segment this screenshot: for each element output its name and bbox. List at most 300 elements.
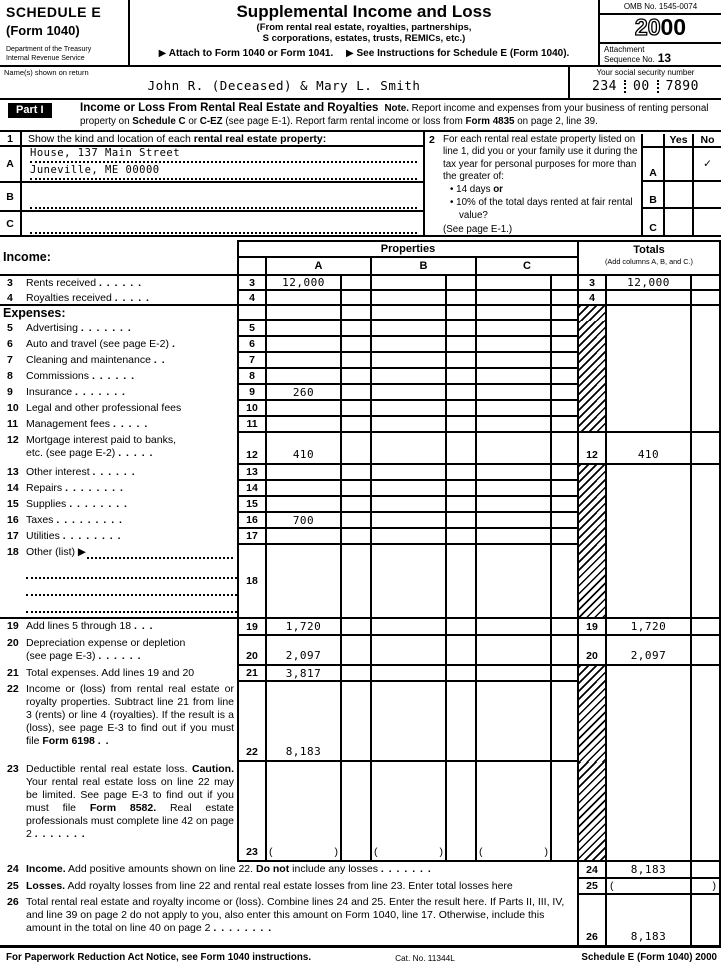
catalog-number: Cat. No. 11344L bbox=[395, 952, 455, 963]
line4-total-cents[interactable] bbox=[690, 291, 721, 306]
line18-b-amount[interactable] bbox=[370, 545, 445, 619]
omb-number: OMB No. 1545-0074 bbox=[600, 0, 721, 15]
hatched-cell bbox=[577, 321, 605, 337]
line4-total[interactable] bbox=[605, 291, 690, 306]
name-label: Name(s) shown on return bbox=[4, 68, 89, 77]
line24-label-2: include any losses bbox=[289, 863, 378, 875]
dot-leader: . . . . . . . . . bbox=[56, 514, 123, 526]
hatched-cell bbox=[577, 497, 605, 513]
line10-row: 10 Legal and other professional fees 10 bbox=[0, 401, 721, 417]
ssn-field[interactable] bbox=[570, 79, 721, 94]
line20-label-2: (see page E-3) bbox=[26, 650, 96, 662]
line23-form8582: Form 8582. bbox=[89, 802, 157, 814]
yes-no-table bbox=[641, 134, 721, 235]
line23-label-2: Your rental real estate loss on line 22 may be limited. See page E-3 to find out if you must file bbox=[26, 776, 234, 814]
line2-number: 2 bbox=[429, 134, 435, 146]
part1-heading: Income or Loss From Rental Real Estate and Royalties bbox=[80, 102, 379, 114]
paren-close: ) bbox=[544, 846, 548, 858]
line9-c-amount[interactable] bbox=[475, 385, 550, 401]
form-header bbox=[0, 0, 721, 67]
line14-number: 14 bbox=[7, 482, 19, 494]
hatched-cell bbox=[577, 369, 605, 385]
dot-leader: . . . . . . bbox=[91, 370, 136, 382]
line16-c-amount[interactable] bbox=[475, 513, 550, 529]
line10-a-amount[interactable] bbox=[265, 401, 340, 417]
line24-label: Add positive amounts shown on line 22. bbox=[65, 863, 256, 875]
line10-b-amount[interactable] bbox=[370, 401, 445, 417]
line9-number: 9 bbox=[7, 386, 13, 398]
ssn-label: Your social security number bbox=[596, 68, 695, 77]
line11-c-amount[interactable] bbox=[475, 417, 550, 433]
line11-number: 11 bbox=[7, 418, 19, 430]
taxpayer-row bbox=[0, 67, 721, 100]
income-expense-table bbox=[0, 240, 721, 948]
line4-total-number: 4 bbox=[577, 291, 605, 306]
line5-a-amount[interactable] bbox=[265, 321, 340, 337]
paren-open: ( bbox=[610, 880, 614, 892]
line12-total[interactable]: 410 bbox=[605, 433, 690, 465]
line1-label: Show the kind and location of each bbox=[28, 133, 194, 145]
line25-total[interactable] bbox=[605, 879, 690, 895]
form-subtitle-2: S corporations, estates, trusts, REMICs, etc.) bbox=[262, 33, 466, 44]
line23-label-3: Real estate professionals must complete line 42 on page 2 bbox=[26, 802, 234, 840]
yesno-row-b-letter: B bbox=[649, 194, 657, 207]
yesno-row-a-letter: A bbox=[649, 166, 657, 179]
line15-a-amount[interactable] bbox=[265, 497, 340, 513]
line3-c-cents[interactable] bbox=[550, 276, 577, 291]
hatched-cell bbox=[577, 337, 605, 353]
part1-header bbox=[0, 100, 721, 132]
line25-row bbox=[0, 879, 721, 895]
line1-number: 1 bbox=[0, 132, 22, 145]
line3-label: Rents received bbox=[26, 277, 97, 289]
paren-open: ( bbox=[374, 846, 378, 858]
line2-question bbox=[425, 132, 721, 235]
dot-leader: . . . . . bbox=[118, 447, 154, 459]
line15-label: Supplies bbox=[26, 498, 67, 510]
line18-number: 18 bbox=[7, 546, 19, 558]
line19-total-number: 19 bbox=[577, 619, 605, 636]
line7-number: 7 bbox=[7, 354, 13, 366]
property-a-yes-checkbox[interactable] bbox=[663, 148, 692, 180]
line6-number: 6 bbox=[7, 338, 13, 350]
line3-grid-number: 3 bbox=[237, 276, 265, 291]
dot-leader: . . . . . . bbox=[98, 650, 142, 662]
hatched-cell bbox=[577, 385, 605, 401]
line18-row: 18 Other (list) ▶ 18 bbox=[0, 545, 721, 619]
part1-note: or bbox=[185, 115, 200, 127]
property-a-letter: A bbox=[0, 147, 22, 181]
line3-total-number: 3 bbox=[577, 276, 605, 291]
property-c-yes-checkbox[interactable] bbox=[663, 209, 692, 235]
line18-c-amount[interactable] bbox=[475, 545, 550, 619]
dot-leader: . . . . . . . bbox=[34, 828, 86, 840]
line19-c-amount[interactable] bbox=[475, 619, 550, 636]
irs-label: Internal Revenue Service bbox=[6, 54, 85, 62]
line4-a-amount[interactable] bbox=[265, 291, 340, 306]
line21-row: 21 Total expenses. Add lines 19 and 20 21 3,817 bbox=[0, 666, 721, 682]
ssn-separator bbox=[624, 80, 626, 93]
line3-a-amount[interactable]: 12,000 bbox=[265, 276, 340, 291]
line16-b-amount[interactable] bbox=[370, 513, 445, 529]
line10-number: 10 bbox=[7, 402, 19, 414]
line21-c-amount[interactable] bbox=[475, 666, 550, 682]
line5-row: 5 Advertising . . . . . . . 5 bbox=[0, 321, 721, 337]
line1-label-bold: rental real estate property: bbox=[193, 133, 327, 145]
properties-header: Properties bbox=[239, 242, 577, 258]
line18-blank-3[interactable] bbox=[26, 596, 237, 613]
line22-c-amount[interactable] bbox=[475, 682, 550, 762]
line16-number: 16 bbox=[7, 514, 19, 526]
paren-open: ( bbox=[269, 846, 273, 858]
line12-total-number: 12 bbox=[577, 433, 605, 465]
part1-note: on page 2, line 39. bbox=[514, 115, 598, 127]
hatched-cell bbox=[577, 353, 605, 369]
line26-total-number: 26 bbox=[577, 895, 605, 945]
line17-number: 17 bbox=[7, 530, 19, 542]
line24-total[interactable]: 8,183 bbox=[605, 862, 690, 879]
part1-note-bold: Note. bbox=[384, 103, 409, 114]
property-a-address-line1[interactable]: House, 137 Main Street bbox=[30, 146, 417, 163]
line18-label: Other (list) ▶ bbox=[26, 546, 86, 558]
totals-subheader: (Add columns A, B, and C.) bbox=[604, 257, 693, 266]
line3-number: 3 bbox=[7, 277, 13, 289]
form-footer bbox=[0, 948, 721, 963]
line15-number: 15 bbox=[7, 498, 19, 510]
line25-total-number: 25 bbox=[577, 879, 605, 895]
line1-line2-block bbox=[0, 132, 721, 237]
line23-label: Deductible rental real estate loss. bbox=[26, 763, 192, 775]
line19-row: 19 Add lines 5 through 18 . . . 19 1,720 19 1,720 bbox=[0, 619, 721, 636]
line21-a-amount[interactable]: 3,817 bbox=[265, 666, 340, 682]
line2-see-page: (See page E-1.) bbox=[443, 224, 513, 236]
hatched-cell bbox=[577, 513, 605, 529]
property-a-address-line2[interactable]: Juneville, ME 00000 bbox=[30, 163, 417, 180]
line7-label: Cleaning and maintenance bbox=[26, 354, 151, 366]
sequence-label: Sequence No. bbox=[604, 55, 655, 64]
line6-c-amount[interactable] bbox=[475, 337, 550, 353]
line3-b-cents[interactable] bbox=[445, 276, 475, 291]
line11-row: 11 Management fees . . . . . 11 bbox=[0, 417, 721, 433]
line19-a-amount[interactable]: 1,720 bbox=[265, 619, 340, 636]
line25-number: 25 bbox=[7, 880, 19, 892]
line21-b-amount[interactable] bbox=[370, 666, 445, 682]
line16-a-amount[interactable]: 700 bbox=[265, 513, 340, 529]
name-field[interactable]: John R. (Deceased) & Mary L. Smith bbox=[147, 78, 421, 93]
line26-total[interactable]: 8,183 bbox=[605, 895, 690, 945]
line14-row: 14 Repairs . . . . . . . . 14 bbox=[0, 481, 721, 497]
line3-a-cents[interactable] bbox=[340, 276, 370, 291]
line7-c-amount[interactable] bbox=[475, 353, 550, 369]
dot-leader: . . . . . . . . bbox=[69, 498, 128, 510]
line14-c-amount[interactable] bbox=[475, 481, 550, 497]
line7-b-amount[interactable] bbox=[370, 353, 445, 369]
line17-label: Utilities bbox=[26, 530, 60, 542]
line22-number: 22 bbox=[7, 683, 19, 695]
line11-a-amount[interactable] bbox=[265, 417, 340, 433]
yes-column-header: Yes bbox=[663, 134, 692, 146]
see-instructions: ▶ See Instructions for Schedule E (Form 1040). bbox=[346, 48, 570, 59]
dot-leader: . . . . . . . bbox=[75, 386, 126, 398]
line3-row bbox=[0, 274, 721, 291]
line11-label: Management fees bbox=[26, 418, 111, 430]
line20-total[interactable]: 2,097 bbox=[605, 636, 690, 666]
line3-total-cents[interactable] bbox=[690, 276, 721, 291]
line1-properties bbox=[0, 132, 425, 235]
property-c-letter: C bbox=[0, 212, 22, 235]
line19-label: Add lines 5 through 18 bbox=[26, 620, 132, 632]
dot-leader: . . bbox=[153, 354, 166, 366]
schedule-title: SCHEDULE E bbox=[6, 4, 102, 20]
part1-note: (see page E-1). Report farm rental income or loss from bbox=[222, 115, 466, 127]
line4-grid-number: 4 bbox=[237, 291, 265, 306]
line26-label: Total rental real estate and royalty income or (loss). Combine lines 24 and 25. Enter the result here. If Parts II, III, IV, and line 39 on page 2 do not apply to you, also enter this amount on Form 1040, line 17. Otherwise, include this amount in the total on line 40 on page 2 bbox=[26, 896, 565, 934]
line24-total-number: 24 bbox=[577, 862, 605, 879]
property-c-no-checkbox[interactable] bbox=[692, 209, 721, 235]
part1-note-schc: Schedule C bbox=[132, 115, 186, 127]
line7-a-amount[interactable] bbox=[265, 353, 340, 369]
property-a-row bbox=[0, 147, 423, 183]
line3-b-amount[interactable] bbox=[370, 276, 445, 291]
omb-block bbox=[598, 0, 721, 65]
dot-leader: . . . bbox=[134, 620, 154, 632]
line11-b-amount[interactable] bbox=[370, 417, 445, 433]
line5-c-amount[interactable] bbox=[475, 321, 550, 337]
line24-row bbox=[0, 862, 721, 879]
line24-donot-bold: Do not bbox=[255, 863, 290, 875]
hatched-cell bbox=[577, 306, 605, 321]
line20-number: 20 bbox=[7, 637, 19, 649]
no-column-header: No bbox=[692, 134, 721, 146]
form-id-block bbox=[0, 0, 130, 65]
line19-b-amount[interactable] bbox=[370, 619, 445, 636]
column-b-header: B bbox=[370, 258, 475, 274]
line2-text: For each rental real estate property listed on line 1, did you or your family use it during the tax year for personal purposes for more than the greater of: bbox=[443, 134, 638, 182]
line2-bullet2: • 10% of the total days rented at fair rental value? bbox=[450, 197, 633, 221]
dot-leader: . . . . . . bbox=[98, 277, 143, 289]
column-a-header: A bbox=[265, 258, 370, 274]
line24-income-bold: Income. bbox=[26, 863, 66, 875]
line3-total[interactable]: 12,000 bbox=[605, 276, 690, 291]
dot-leader: . . . . . bbox=[112, 418, 149, 430]
line12-c-amount[interactable] bbox=[475, 433, 550, 465]
form-number: (Form 1040) bbox=[6, 23, 80, 38]
line8-number: 8 bbox=[7, 370, 13, 382]
line12-label: Mortgage interest paid to banks, bbox=[26, 434, 177, 446]
paren-close: ) bbox=[712, 880, 716, 892]
tax-year-outline: 20 bbox=[634, 14, 661, 40]
line16-label: Taxes bbox=[26, 514, 54, 526]
line5-label: Advertising bbox=[26, 322, 78, 334]
line17-row: 17 Utilities . . . . . . . . 17 bbox=[0, 529, 721, 545]
line13-number: 13 bbox=[7, 466, 19, 478]
hatched-cell bbox=[577, 417, 605, 433]
line23-a-amount[interactable] bbox=[265, 762, 340, 862]
dot-leader: . . . . . . . . bbox=[65, 482, 124, 494]
paperwork-notice: For Paperwork Reduction Act Notice, see Form 1040 instructions. bbox=[6, 952, 312, 963]
line19-number: 19 bbox=[7, 620, 19, 632]
attachment-label: Attachment bbox=[604, 45, 645, 54]
line8-b-amount[interactable] bbox=[370, 369, 445, 385]
hatched-cell bbox=[577, 762, 605, 862]
tax-year-solid: 00 bbox=[660, 14, 687, 40]
line14-b-amount[interactable] bbox=[370, 481, 445, 497]
expenses-gap-row bbox=[0, 306, 721, 321]
form-subtitle-1: (From rental real estate, royalties, partnerships, bbox=[256, 22, 472, 33]
dot-leader: . . . . . bbox=[114, 292, 150, 304]
line4-b-amount[interactable] bbox=[370, 291, 445, 306]
line20-total-number: 20 bbox=[577, 636, 605, 666]
part1-badge: Part I bbox=[8, 103, 52, 118]
line22-label: Income or (loss) from rental real estate or royalty properties. Subtract line 21 from line 3 (rents) or line 4 (royalties). If the result is a (loss), see page E-3 to find out if you must file bbox=[26, 683, 234, 747]
tax-year bbox=[600, 15, 721, 41]
line9-label: Insurance bbox=[26, 386, 73, 398]
line23-c-amount[interactable] bbox=[475, 762, 550, 862]
property-b-address-line1[interactable] bbox=[30, 192, 417, 209]
line15-b-amount[interactable] bbox=[370, 497, 445, 513]
line4-c-cents[interactable] bbox=[550, 291, 577, 306]
line2-bullet1: • 14 days bbox=[450, 184, 494, 196]
hatched-cell bbox=[577, 465, 605, 481]
hatched-cell bbox=[577, 481, 605, 497]
ssn-part-2[interactable]: 00 bbox=[633, 79, 650, 94]
dot-leader: . . . . . . . . bbox=[213, 922, 273, 934]
property-b-row bbox=[0, 183, 423, 212]
line6-a-amount[interactable] bbox=[265, 337, 340, 353]
form-footer-title: Schedule E (Form 1040) 2000 bbox=[581, 952, 717, 963]
line13-c-amount[interactable] bbox=[475, 465, 550, 481]
line20-label: Depreciation expense or depletion bbox=[26, 637, 186, 649]
line26-row bbox=[0, 895, 721, 945]
line22-row: 22 Income or (loss) from rental real estate or royalty properties. Subtract line 21 from line 3 (rents) or line 4 (royalties). If the result is a (loss), see page E-3 to find out if you must file Form 6198 . . 22 8,183 bbox=[0, 682, 721, 762]
line8-row: 8 Commissions . . . . . . 8 bbox=[0, 369, 721, 385]
line20-b-amount[interactable] bbox=[370, 636, 445, 666]
line4-number: 4 bbox=[7, 292, 13, 304]
line15-row: 15 Supplies . . . . . . . . 15 bbox=[0, 497, 721, 513]
property-b-yes-checkbox[interactable] bbox=[663, 182, 692, 208]
ssn-part-3[interactable]: 7890 bbox=[665, 79, 699, 94]
line18-blank-1[interactable] bbox=[26, 562, 237, 579]
ssn-block bbox=[568, 67, 721, 98]
line8-a-amount[interactable] bbox=[265, 369, 340, 385]
line25-losses-bold: Losses. bbox=[26, 880, 66, 892]
line22-form6198: Form 6198 bbox=[42, 735, 95, 747]
paren-close: ) bbox=[439, 846, 443, 858]
dot-leader: . . . . . . bbox=[92, 466, 136, 478]
yesno-row-c-letter: C bbox=[649, 221, 657, 234]
line8-c-amount[interactable] bbox=[475, 369, 550, 385]
line13-row: 13 Other interest . . . . . . 13 bbox=[0, 465, 721, 481]
dot-leader: . . bbox=[97, 735, 110, 747]
line10-label: Legal and other professional fees bbox=[26, 402, 182, 414]
line25-total-cents[interactable] bbox=[690, 879, 721, 895]
line23-number: 23 bbox=[7, 763, 19, 775]
dept-treasury: Department of the Treasury bbox=[6, 46, 92, 53]
property-b-letter: B bbox=[0, 183, 22, 210]
hatched-cell bbox=[577, 682, 605, 762]
line13-a-amount[interactable] bbox=[265, 465, 340, 481]
line17-c-amount[interactable] bbox=[475, 529, 550, 545]
line4-a-cents[interactable] bbox=[340, 291, 370, 306]
page-title: Supplemental Income and Loss bbox=[236, 2, 492, 21]
line9-b-amount[interactable] bbox=[370, 385, 445, 401]
line5-b-amount[interactable] bbox=[370, 321, 445, 337]
hatched-cell bbox=[577, 545, 605, 619]
line14-a-amount[interactable] bbox=[265, 481, 340, 497]
line7-row: 7 Cleaning and maintenance . . 7 bbox=[0, 353, 721, 369]
hatched-cell bbox=[577, 529, 605, 545]
hatched-cell bbox=[577, 401, 605, 417]
line10-c-amount[interactable] bbox=[475, 401, 550, 417]
line5-number: 5 bbox=[7, 322, 13, 334]
line17-b-amount[interactable] bbox=[370, 529, 445, 545]
income-section-label: Income: bbox=[3, 250, 51, 264]
line21-number: 21 bbox=[7, 667, 19, 679]
line13-label: Other interest bbox=[26, 466, 90, 478]
paren-close: ) bbox=[334, 846, 338, 858]
line23-caution: Caution. bbox=[192, 763, 234, 775]
totals-header: Totals bbox=[633, 244, 665, 256]
property-b-no-checkbox[interactable] bbox=[692, 182, 721, 208]
hatched-cell bbox=[577, 666, 605, 682]
line22-a-amount[interactable]: 8,183 bbox=[265, 682, 340, 762]
line20-c-amount[interactable] bbox=[475, 636, 550, 666]
line6-row: 6 Auto and travel (see page E-2) . 6 bbox=[0, 337, 721, 353]
line18-other-field[interactable] bbox=[87, 545, 233, 559]
dot-leader: . . . . . . . . bbox=[62, 530, 122, 542]
line3-c-amount[interactable] bbox=[475, 276, 550, 291]
property-c-address-line1[interactable] bbox=[30, 217, 417, 234]
line25-label: Add royalty losses from line 22 and rental real estate losses from line 23. Enter total losses here bbox=[65, 880, 513, 892]
line12-a-amount[interactable]: 410 bbox=[265, 433, 340, 465]
line6-b-amount[interactable] bbox=[370, 337, 445, 353]
ssn-separator bbox=[657, 80, 659, 93]
line4-b-cents[interactable] bbox=[445, 291, 475, 306]
paren-open: ( bbox=[479, 846, 483, 858]
line4-c-amount[interactable] bbox=[475, 291, 550, 306]
line12-number: 12 bbox=[7, 434, 19, 446]
line22-b-amount[interactable] bbox=[370, 682, 445, 762]
line12-label-2: etc. (see page E-2) bbox=[26, 447, 116, 459]
line20-row: 20 Depreciation expense or depletion (see page E-3) . . . . . . 20 2,097 20 2,097 bbox=[0, 636, 721, 666]
line19-total[interactable]: 1,720 bbox=[605, 619, 690, 636]
line2-bullet1-or: or bbox=[493, 184, 503, 196]
line9-a-amount[interactable]: 260 bbox=[265, 385, 340, 401]
line18-a-amount[interactable] bbox=[265, 545, 340, 619]
property-a-no-checkbox[interactable]: ✓ bbox=[692, 148, 721, 180]
dot-leader: . . . . . . . bbox=[80, 322, 132, 334]
line6-label: Auto and travel (see page E-2) bbox=[26, 338, 170, 350]
line12-row: 12 Mortgage interest paid to banks, etc. (see page E-2) . . . . . 12 410 12 410 bbox=[0, 433, 721, 465]
line13-b-amount[interactable] bbox=[370, 465, 445, 481]
column-c-header: C bbox=[475, 258, 577, 274]
attach-instruction: ▶ Attach to Form 1040 or Form 1041. bbox=[158, 48, 334, 59]
line18-blank-2[interactable] bbox=[26, 579, 237, 596]
line21-label: Total expenses. Add lines 19 and 20 bbox=[26, 667, 195, 679]
line12-b-amount[interactable] bbox=[370, 433, 445, 465]
property-c-row bbox=[0, 212, 423, 235]
line20-a-amount[interactable]: 2,097 bbox=[265, 636, 340, 666]
part1-note-form4835: Form 4835 bbox=[465, 115, 515, 127]
line4-row bbox=[0, 291, 721, 306]
form-title-block bbox=[130, 0, 598, 65]
line26-number: 26 bbox=[7, 896, 19, 908]
line15-c-amount[interactable] bbox=[475, 497, 550, 513]
line23-b-amount[interactable] bbox=[370, 762, 445, 862]
ssn-part-1[interactable]: 234 bbox=[592, 79, 617, 94]
sequence-number: 13 bbox=[657, 51, 672, 65]
line17-a-amount[interactable] bbox=[265, 529, 340, 545]
